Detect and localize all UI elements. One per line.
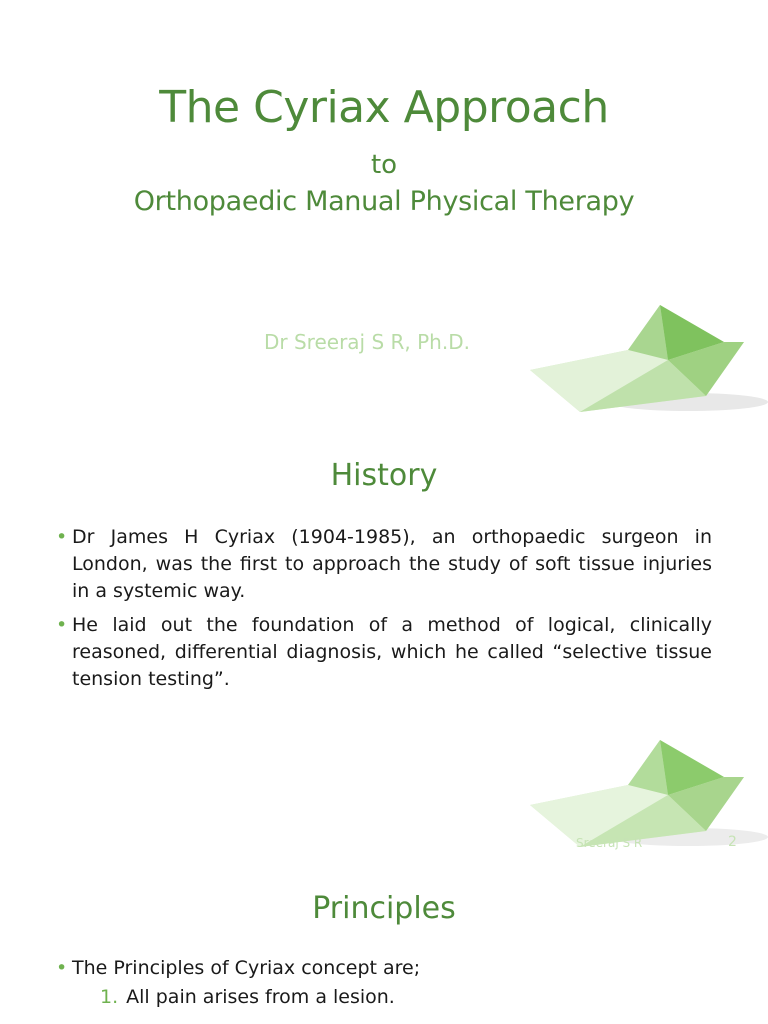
paper-boat-icon	[528, 300, 768, 430]
footer-author: Sreeraj S R	[576, 836, 643, 850]
item-number: 1.	[100, 986, 119, 1008]
slide-number: 2	[728, 834, 737, 850]
bullet-item	[56, 524, 712, 605]
slide-title-text: The Cyriax Approach	[159, 82, 609, 133]
numbered-list	[72, 984, 712, 1011]
slide-heading: Principles	[312, 891, 456, 926]
bullet-list	[56, 955, 712, 1018]
slide-subtitle: Orthopaedic Manual Physical Therapy	[133, 186, 635, 217]
bullet-text: Dr James H Cyriax (1904-1985), an orthopaedic surgeon in London, was the first to approach the study of soft tissue injuries in a systemic way.	[72, 526, 712, 602]
bullet-list	[56, 524, 712, 700]
slide-history	[0, 440, 768, 875]
numbered-item	[100, 984, 712, 1011]
bullet-text: He laid out the foundation of a method of logical, clinically reasoned, differential diagnosis, which he called “selective tissue tension testing”.	[72, 614, 712, 690]
bullet-dot-icon: •	[56, 526, 68, 548]
bullet-text: The Principles of Cyriax concept are;	[72, 957, 421, 979]
slide-principles	[0, 875, 768, 1024]
slide-title-to: to	[370, 150, 398, 180]
bullet-dot-icon: •	[56, 614, 68, 636]
bullet-dot-icon: •	[56, 957, 68, 979]
bullet-item	[56, 955, 712, 1011]
slide-heading: History	[330, 458, 438, 493]
slide-title	[0, 0, 768, 440]
bullet-item	[56, 612, 712, 693]
item-text: All pain arises from a lesion.	[126, 986, 395, 1008]
author-name: Dr Sreeraj S R, Ph.D.	[264, 330, 470, 354]
